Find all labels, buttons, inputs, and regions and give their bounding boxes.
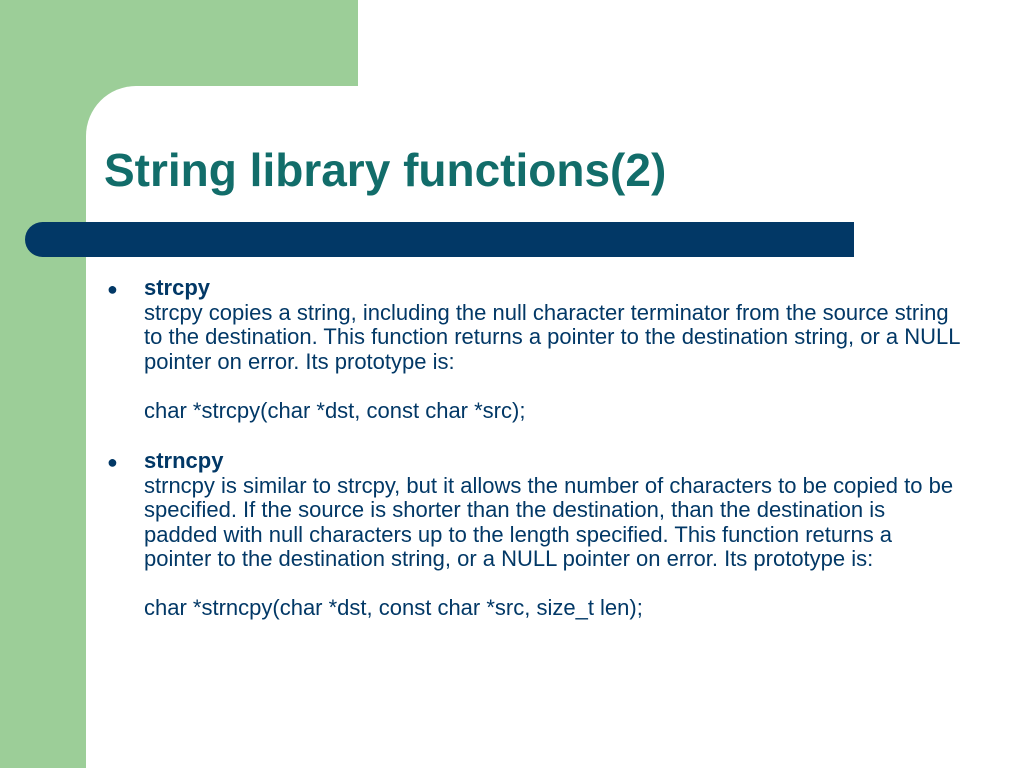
item-description: strcpy copies a string, including the null character terminator from the source string to the destination. This function returns a pointer to the destination string, or a NULL pointer on error. Its prototype is: xyxy=(144,299,960,374)
item-prototype: char *strcpy(char *dst, const char *src); xyxy=(144,397,526,423)
title-underline-bar xyxy=(25,222,854,257)
slide-title: String library functions(2) xyxy=(104,144,667,196)
item-description: strncpy is similar to strcpy, but it allows the number of characters to be copied to be specified. If the source is shorter than the destination, than the destination is padded with null characters up to the length specified. This function returns a pointer to the destination string, or a NULL pointer on error. Its prototype is: xyxy=(144,472,954,571)
bullet-list xyxy=(104,276,964,647)
item-heading: strncpy xyxy=(144,448,224,473)
item-heading: strcpy xyxy=(144,275,211,300)
list-item-strcpy xyxy=(104,276,964,423)
bullet-dot-icon: ● xyxy=(107,279,118,299)
item-prototype: char *strncpy(char *dst, const char *src, size_t len); xyxy=(144,595,643,620)
list-item-strncpy xyxy=(104,449,964,621)
bullet-dot-icon: ● xyxy=(107,452,118,472)
